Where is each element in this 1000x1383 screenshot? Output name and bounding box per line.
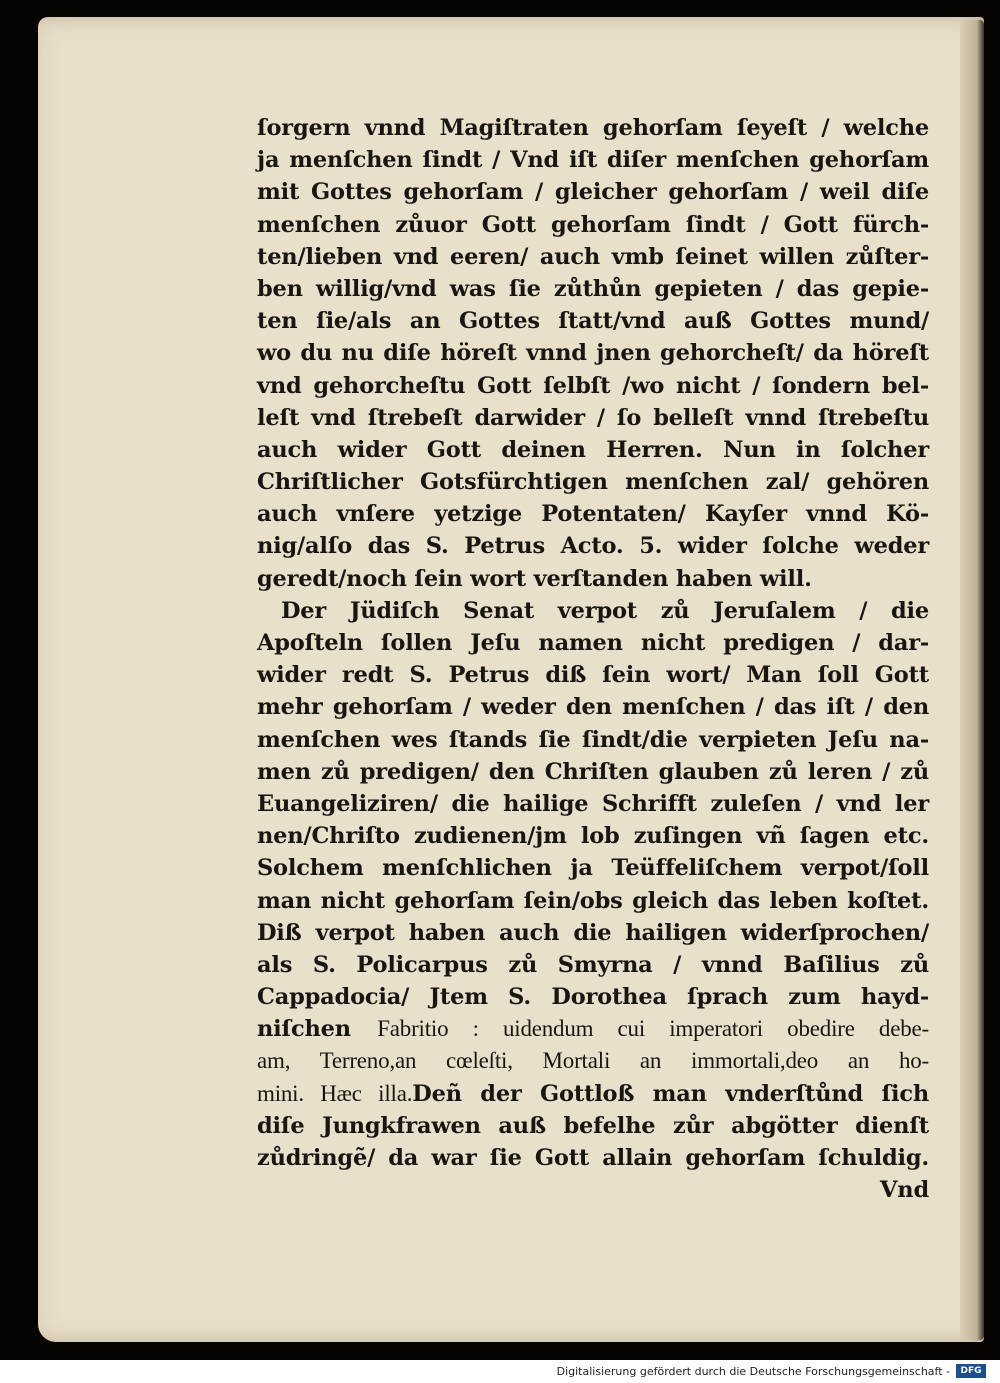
text-line-mixed [257,1078,929,1110]
text-line: nen/Chriſto zudienen/jm lob zuſingen vñ ſagen etc. [257,823,929,850]
text-line: ja menſchen ſindt / Vnd iſt diſer menſchen gehorſam [257,147,929,174]
page-edge [960,20,984,1340]
text-line: Apoſteln ſollen Jeſu namen nicht predigen / dar- [257,630,929,656]
text-line-latin [257,1045,929,1077]
text-line: men zů predigen/ den Chriſten glauben zů leren / zů [257,758,929,785]
funding-credit: Digitalisierung gefördert durch die Deutsche Forschungsgemeinschaft - [556,1365,950,1378]
page-text [257,112,929,1206]
text-line: vnd gehorcheſtu Gott ſelbſt /wo nicht / ſondern bel- [257,372,929,399]
text-line: auch vnſere yetzige Potentaten/ Kayſer vnnd Kö- [257,501,929,528]
text-line: ten/lieben vnd eeren/ auch vmb ſeinet willen zůſter- [257,243,929,270]
text-line: auch wider Gott deinen Herren. Nun in ſolcher [257,436,929,463]
text-line: Euangeliziren/ die hailige Schrifft zuleſen / vnd ler [257,790,929,817]
text-line-mixed [257,1013,929,1045]
text-line: ben willig/vnd was ſie zůthůn gepieten / das gepie- [257,275,929,302]
text-line: als S. Policarpus zů Smyrna / vnnd Baſilius zů [257,951,929,978]
latin-quote: Fabritio : uidendum cui imperatori obedire debe- [377,1016,929,1042]
text-line: leſt vnd ſtrebeſt darwider / ſo belleſt vnnd ſtrebeſtu [257,404,929,431]
latin-quote: mini. Hæc illa. [257,1080,413,1106]
text-line: geredt/noch ſein wort verſtanden haben will. [257,565,812,592]
text-line: nig/alſo das S. Petrus Acto. 5. wider ſolche weder [257,533,929,560]
text-line: diſe Jungkfrawen auß befelhe zůr abgötter dienſt [257,1112,929,1139]
text-line: zůdringẽ/ da war ſie Gott allain gehorſam ſchuldig. [257,1145,929,1171]
catchword: Vnd [880,1177,929,1204]
text-line: Chriſtlicher Gotsfürchtigen menſchen zal/ gehören [257,469,929,496]
blackletter-word: niſchen [257,1016,351,1043]
text-line: mehr gehorſam / weder den menſchen / das iſt / den [257,694,929,721]
dfg-logo: DFG [956,1364,986,1378]
text-line: menſchen wes ſtands ſie ſindt/die verpieten Jeſu na- [257,726,929,753]
footer-bar [0,1360,1000,1383]
text-line: man nicht gehorſam ſein/obs gleich das leben koſtet. [257,887,929,914]
text-line: ten ſie/als an Gottes ſtatt/vnd auß Gottes mund/ [257,308,929,335]
text-line: wider redt S. Petrus diß ſein wort/ Man ſoll Gott [257,662,929,689]
text-line: wo du nu diſe höreſt vnnd jnen gehorcheſt/ da höreſt [257,340,929,367]
blackletter-text: Deñ der Gottloß man vnderſtůnd ſich [412,1080,929,1107]
text-line: Solchem menſchlichen ja Teüffeliſchem verpot/ſoll [257,855,929,882]
text-line: Diß verpot haben auch die hailigen widerſprochen/ [257,919,929,946]
text-line: ſorgern vnnd Magiſtraten gehorſam ſeyeſt / welche [257,115,929,141]
text-line-paragraph-start: Der Jüdiſch Senat verpot zů Jeruſalem / die [281,597,929,624]
text-line: Cappadocia/ Jtem S. Dorothea ſprach zum hayd- [257,984,929,1011]
text-line: menſchen zůuor Gott gehorſam ſindt / Gott fürch- [257,211,929,238]
latin-quote: am, Terreno,an cœleſti, Mortali an immortali,deo an ho- [257,1048,929,1074]
text-line: mit Gottes gehorſam / gleicher gehorſam / weil diſe [257,179,929,206]
